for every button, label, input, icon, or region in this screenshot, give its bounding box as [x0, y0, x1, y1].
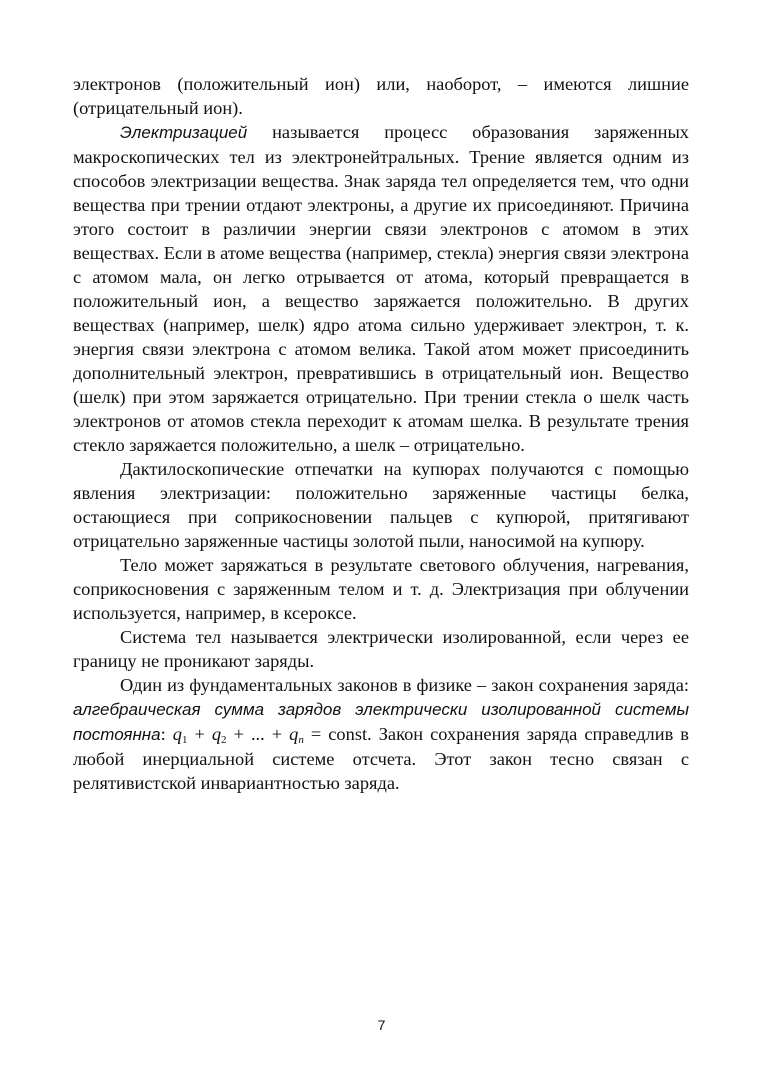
paragraph-conservation-law	[73, 673, 689, 795]
paragraph-continuation: электронов (положительный ион) или, наоборот, – имеются лишние (отрицательный ион).	[73, 74, 689, 118]
conservation-formula: $q_1 + q_2$ + ... + $q_n$ = const	[172, 724, 368, 746]
paragraph-electrization	[73, 120, 689, 457]
conservation-law-statement: алгебраическая сумма зарядов электрически изолированной системы постоянна	[73, 700, 689, 744]
conservation-colon: :	[160, 724, 173, 744]
paragraph-electrization-text: называется процесс образования заряженных макроскопических тел из электронейтральных. Трение является одним из способов электризации вещества. Знак заряда тел определяется тем, что одни вещества при трении отдают электроны, а другие их присоединяют. Причина этого состоит в различии энергии связи электронов с атомом в этих веществах. Если в атоме вещества (например, стекла) энергия связи электрона с атомом мала, он легко отрывается от атома, который превращается в положительный ион, а вещество заряжается положительно. В других веществах (например, шелк) ядро атома сильно удерживает электрон, т. к. энергия связи электрона с атомом велика. Такой атом может присоединить дополнительный электрон, превратившись в отрицательный ион. Вещество (шелк) при этом заряжается отрицательно. При трении стекла о шелк часть электронов от атомов стекла переходит к атомам шелка. В результате трения стекло заряжается положительно, а шелк – отрицательно.	[73, 122, 689, 455]
paragraph-fingerprints: Дактилоскопические отпечатки на купюрах получаются с помощью явления электризации: положительно заряженные частицы белка, остающиеся при соприкосновении пальцев с купюрой, притягивают отрицательно заряженные частицы золотой пыли, наносимой на купюру.	[73, 459, 689, 551]
term-electrization: Электризацией	[120, 123, 248, 142]
paragraph-irradiation: Тело может заряжаться в результате светового облучения, нагревания, соприкосновения с заряженным телом и т. д. Электризация при облучении используется, например, в ксероксе.	[73, 555, 689, 623]
paragraph-isolated-system: Система тел называется электрически изолированной, если через ее границу не проникают заряды.	[73, 627, 689, 671]
body-text	[73, 72, 689, 795]
conservation-intro: Один из фундаментальных законов в физике – закон сохранения заряда:	[120, 675, 689, 695]
conservation-conclusion: . Закон сохранения заряда справедлив в любой инерциальной системе отсчета. Этот закон тесно связан с релятивистской инвариантностью заряда.	[73, 724, 689, 793]
page-number: 7	[377, 1017, 386, 1033]
